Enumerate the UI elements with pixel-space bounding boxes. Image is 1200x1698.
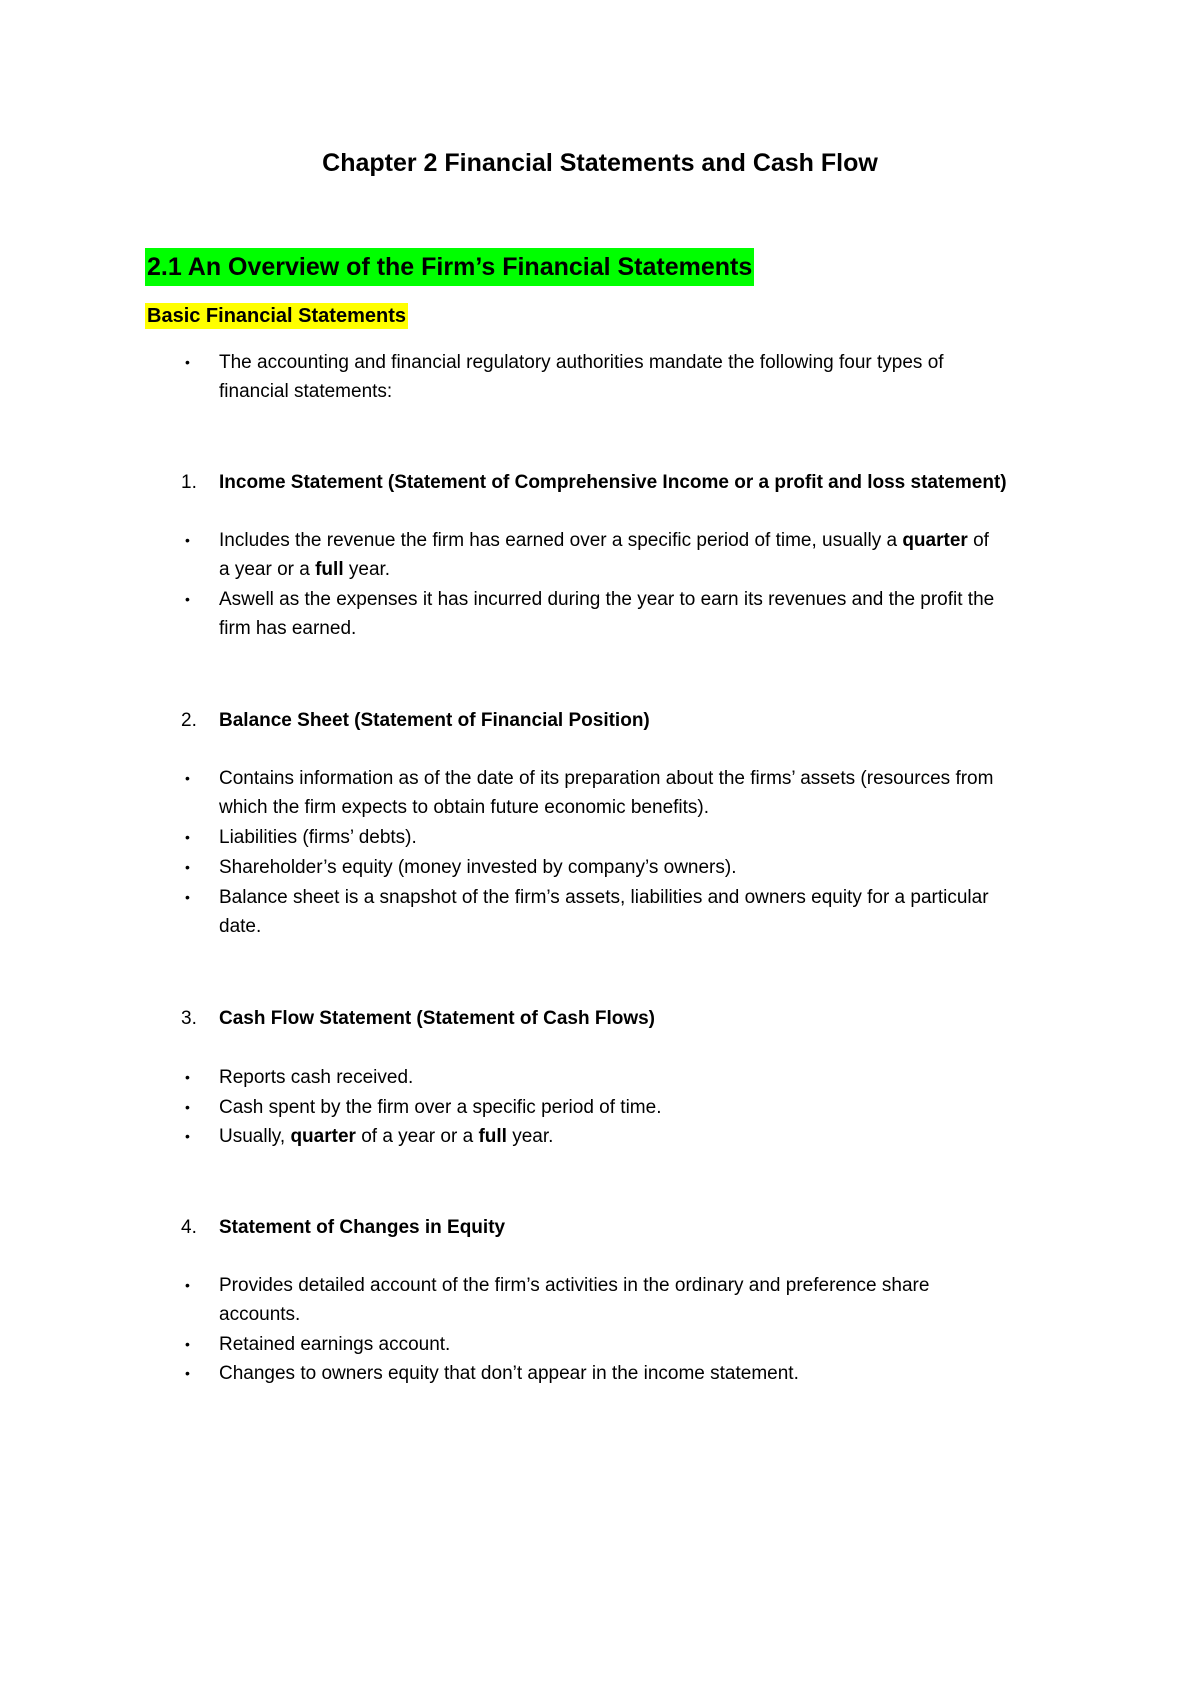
list-item-line: Usually, quarter of a year or a full year. [219,1126,554,1147]
list-item-line: accounts. [219,1304,301,1325]
intro-line-2: financial statements: [219,381,393,402]
bullet-marker: • [185,591,190,607]
list-item-line: Includes the revenue the firm has earned over a specific period of time, usually a quarter of [219,530,989,551]
list-item-line: Changes to owners equity that don’t appear in the income statement. [219,1363,799,1384]
list-item-line: Retained earnings account. [219,1334,451,1355]
bullet-marker: • [185,1277,190,1293]
list-item-line: Liabilities (firms’ debts). [219,827,417,848]
intro-line-1: The accounting and financial regulatory authorities mandate the following four types of [219,352,944,373]
bullet-marker: • [185,354,190,370]
list-item-line: date. [219,916,262,937]
bullet-marker: • [185,829,190,845]
list-item-line: Shareholder’s equity (money invested by company’s owners). [219,857,737,878]
bullet-marker: • [185,1099,190,1115]
list-item-line: Contains information as of the date of its preparation about the firms’ assets (resources from [219,768,994,789]
item-heading-changes-in-equity: Statement of Changes in Equity [219,1217,506,1238]
item-heading-cash-flow-statement: Cash Flow Statement (Statement of Cash Flows) [219,1008,655,1029]
list-number: 3. [181,1008,197,1029]
bullet-marker: • [185,859,190,875]
item-heading-balance-sheet: Balance Sheet (Statement of Financial Position) [219,710,650,731]
list-item-line: Provides detailed account of the firm’s activities in the ordinary and preference share [219,1275,930,1296]
bullet-marker: • [185,1336,190,1352]
list-item-line: Cash spent by the firm over a specific period of time. [219,1097,662,1118]
list-item-line: firm has earned. [219,618,357,639]
page-title: Chapter 2 Financial Statements and Cash Flow [322,149,878,177]
section-heading: 2.1 An Overview of the Firm’s Financial Statements [145,248,754,286]
bullet-marker: • [185,532,190,548]
subsection-heading: Basic Financial Statements [147,305,406,327]
list-number: 2. [181,710,197,731]
bullet-marker: • [185,1128,190,1144]
bullet-marker: • [185,770,190,786]
list-item-line: Reports cash received. [219,1067,414,1088]
list-item-line: a year or a full year. [219,559,391,580]
item-heading-income-statement: Income Statement (Statement of Comprehensive Income or a profit and loss statement) [219,472,1007,493]
list-number: 4. [181,1217,197,1238]
list-number: 1. [181,472,197,493]
list-item-line: which the firm expects to obtain future economic benefits). [219,797,710,818]
list-item-line: Balance sheet is a snapshot of the firm’s assets, liabilities and owners equity for a particular [219,887,989,908]
bullet-marker: • [185,1365,190,1381]
bullet-marker: • [185,1069,190,1085]
list-item-line: Aswell as the expenses it has incurred during the year to earn its revenues and the profit the [219,589,995,610]
bullet-marker: • [185,889,190,905]
